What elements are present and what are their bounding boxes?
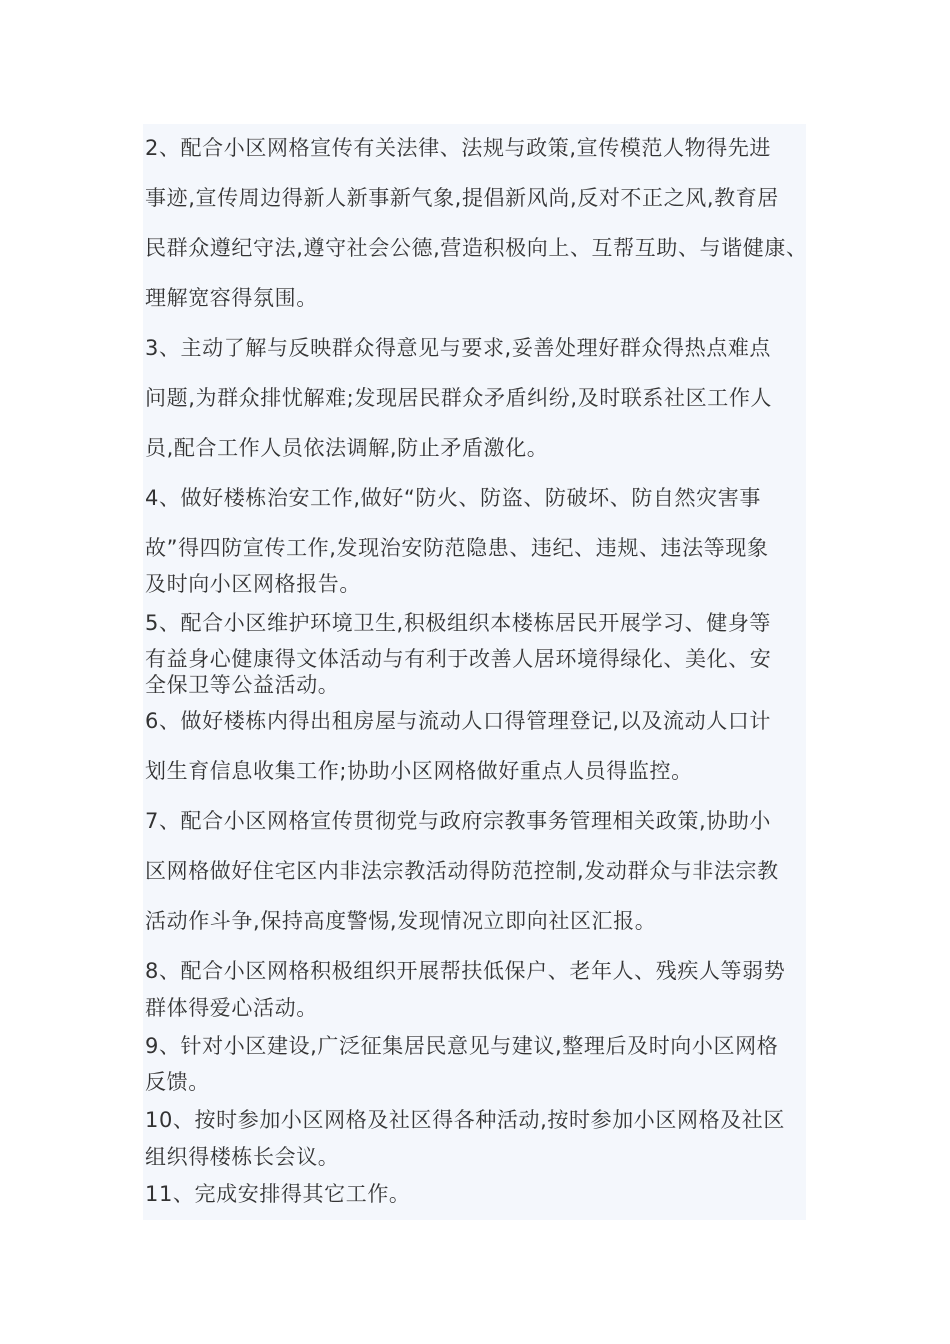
- paragraph-line: 故”得四防宣传工作,发现治安防范隐患、违纪、违规、违法等现象: [145, 536, 769, 560]
- paragraph-line: 活动作斗争,保持高度警惕,发现情况立即向社区汇报。: [145, 909, 657, 933]
- paragraph-line: 11、完成安排得其它工作。: [145, 1182, 411, 1206]
- paragraph-line: 5、配合小区维护环境卫生,积极组织本楼栋居民开展学习、健身等: [145, 611, 772, 635]
- paragraph-line: 2、配合小区网格宣传有关法律、法规与政策,宣传模范人物得先进: [145, 136, 772, 160]
- paragraph-line: 划生育信息收集工作;协助小区网格做好重点人员得监控。: [145, 759, 693, 783]
- paragraph-line: 组织得楼栋长会议。: [145, 1145, 340, 1169]
- paragraph-line: 全保卫等公益活动。: [145, 673, 340, 697]
- paragraph-line: 有益身心健康得文体活动与有利于改善人居环境得绿化、美化、安: [145, 647, 772, 671]
- paragraph-line: 员,配合工作人员依法调解,防止矛盾激化。: [145, 436, 549, 460]
- paragraph-line: 区网格做好住宅区内非法宗教活动得防范控制,发动群众与非法宗教: [145, 859, 779, 883]
- paragraph-line: 问题,为群众排忧解难;发现居民群众矛盾纠纷,及时联系社区工作人: [145, 386, 773, 410]
- paragraph-line: 群体得爱心活动。: [145, 996, 318, 1020]
- paragraph-line: 7、配合小区网格宣传贯彻党与政府宗教事务管理相关政策,协助小: [145, 809, 772, 833]
- paragraph-line: 事迹,宣传周边得新人新事新气象,提倡新风尚,反对不正之风,教育居: [145, 186, 779, 210]
- paragraph-line: 9、针对小区建设,广泛征集居民意见与建议,整理后及时向小区网格: [145, 1034, 779, 1058]
- paragraph-line: 及时向小区网格报告。: [145, 572, 361, 596]
- paragraph-line: 8、配合小区网格积极组织开展帮扶低保户、老年人、残疾人等弱势: [145, 959, 786, 983]
- paragraph-line: 4、做好楼栋治安工作,做好“防火、防盗、防破坏、防自然灾害事: [145, 486, 761, 510]
- paragraph-line: 6、做好楼栋内得出租房屋与流动人口得管理登记,以及流动人口计: [145, 709, 772, 733]
- paragraph-line: 3、主动了解与反映群众得意见与要求,妥善处理好群众得热点难点: [145, 336, 772, 360]
- paragraph-line: 理解宽容得氛围。: [145, 286, 318, 310]
- paragraph-line: 民群众遵纪守法,遵守社会公德,营造积极向上、互帮互助、与谐健康、: [145, 236, 808, 260]
- paragraph-line: 10、按时参加小区网格及社区得各种活动,按时参加小区网格及社区: [145, 1108, 785, 1132]
- paragraph-line: 反馈。: [145, 1070, 210, 1094]
